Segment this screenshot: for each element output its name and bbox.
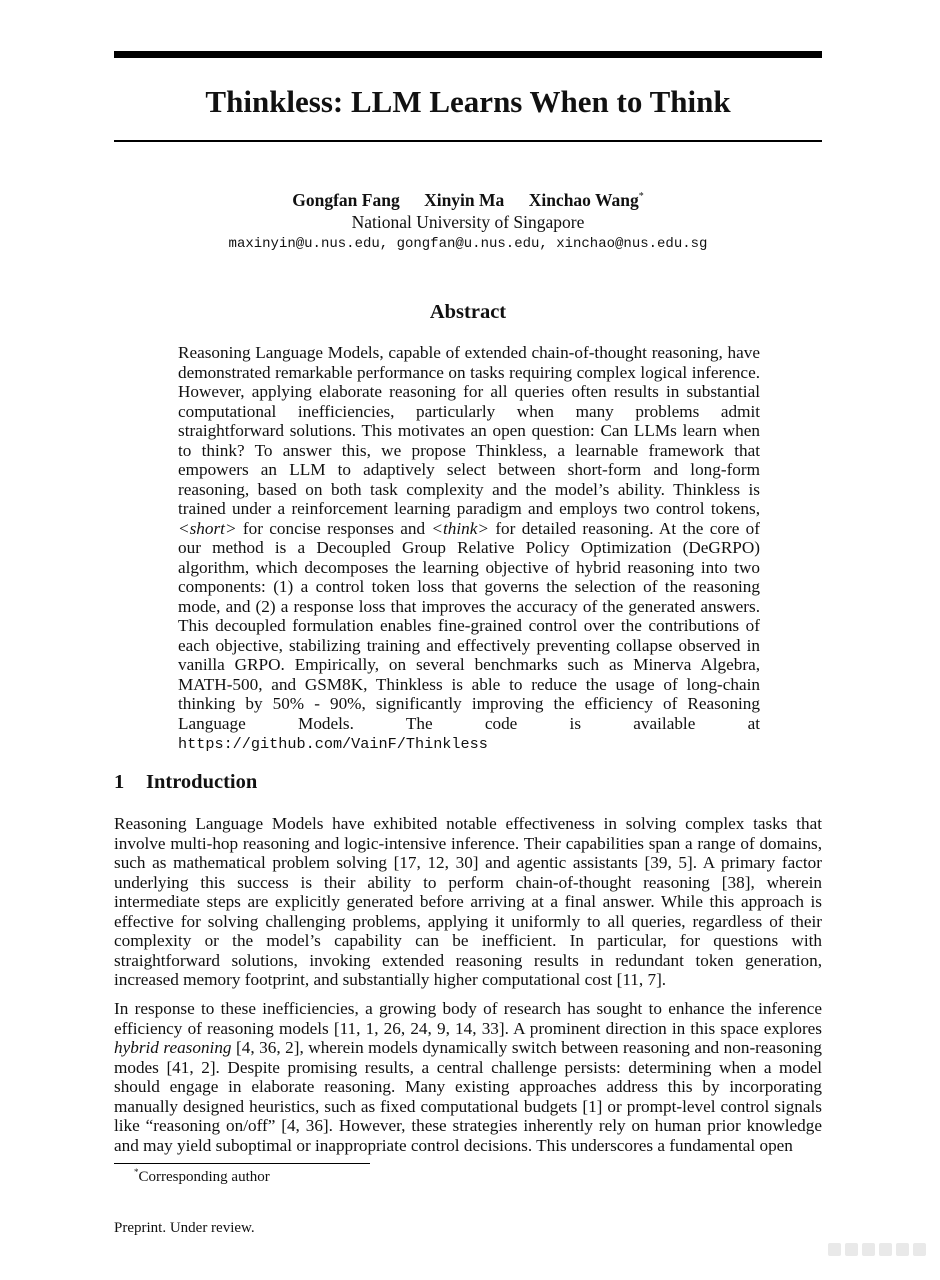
footnote: [134, 1167, 270, 1187]
author: Gongfan Fang: [292, 190, 400, 210]
author-block: [114, 189, 822, 254]
section-number: 1: [114, 771, 125, 793]
corresponding-author-mark: *: [638, 191, 644, 202]
paper-title: Thinkless: LLM Learns When to Think: [205, 84, 731, 119]
author: Xinyin Ma: [424, 190, 505, 210]
section-heading-introduction: [114, 768, 822, 796]
footnote-text: Corresponding author: [138, 1169, 270, 1185]
abstract-heading: Abstract: [429, 301, 507, 323]
section-title-text: Introduction: [146, 771, 258, 793]
author-emails: maxinyin@u.nus.edu, gongfan@u.nus.edu, xinchao@nus.edu.sg: [228, 236, 708, 252]
title-top-rule: [114, 51, 822, 58]
code-link[interactable]: https://github.com/VainF/Thinkless: [178, 735, 488, 753]
think-token: <think>: [431, 518, 489, 538]
abstract-text: Reasoning Language Models, capable of extended chain-of-thought reasoning, have demonstrated remarkable performance on tasks requiring complex logical inference. However, applying elaborate reasoning for all queries often results in substantial computational inefficiencies, particularly when many problems admit straightforward solutions. This motivates an open question: Can LLMs learn when to think? To answer this, we propose Thinkless, a learnable framework that empowers an LLM to adaptively select between short-form and long-form reasoning, based on both task complexity and the model’s ability. Thinkless is trained under a reinforcement learning paradigm and employs two control tokens, <short> for concise responses and <think> for detailed reasoning. At the core of our method is a Decoupled Group Relative Policy Optimization (DeGRPO) algorithm, which decomposes the learning objective of hybrid reasoning into two components: (1) a control token loss that governs the selection of the reasoning mode, and (2) a response loss that improves the accuracy of the generated answers. This decoupled formulation enables fine-grained control over the contributions of each objective, stabilizing training and effectively preventing collapse observed in vanilla GRPO. Empirically, on several benchmarks such as Minerva Algebra, MATH-500, and GSM8K, Thinkless is able to reduce the usage of long-chain thinking by 50% - 90%, significantly improving the efficiency of Reasoning Language Models. The code is available at https://github.com/VainF/Thinkless: [178, 343, 760, 753]
short-token: <short>: [178, 518, 237, 538]
footnote-rule: [114, 1163, 370, 1164]
watermark: [828, 1243, 926, 1256]
author: Xinchao Wang*: [528, 190, 644, 210]
title-bottom-rule: [114, 140, 822, 142]
intro-paragraph-2: In response to these inefficiencies, a growing body of research has sought to enhance the inference efficiency of reasoning models [11, 1, 26, 24, 9, 14, 33]. A prominent direction in this space explores hybrid reasoning [4, 36, 2], wherein models dynamically switch between reasoning and non-reasoning modes [41, 2]. Despite promising results, a central challenge persists: determining when a model should engage in elaborate reasoning. Many existing approaches address this by incorporating manually designed heuristics, such as fixed computational budgets [1] or prompt-level control signals like “reasoning on/off” [4, 36]. However, these strategies inherently rely on human prior knowledge and may yield suboptimal or inappropriate control decisions. This underscores a fundamental open: [114, 999, 822, 1155]
preprint-note: Preprint. Under review.: [114, 1220, 255, 1236]
intro-paragraph-1: Reasoning Language Models have exhibited notable effectiveness in solving complex tasks that involve multi-hop reasoning and logic-intensive inference. Their capabilities span a range of domains, such as mathematical problem solving [17, 12, 30] and agentic assistants [39, 5]. A primary factor underlying this success is their ability to perform chain-of-thought reasoning [38], wherein intermediate steps are explicitly generated before arriving at a final answer. While this approach is effective for solving challenging problems, applying it uniformly to all queries, regardless of their complexity or the model’s capability can be inefficient. In particular, for questions with straightforward solutions, invoking extended reasoning results in redundant token generation, increased memory footprint, and substantially higher computational cost [11, 7].: [114, 814, 822, 989]
author-affiliation: National University of Singapore: [351, 212, 585, 232]
author-names: [114, 189, 822, 211]
footnote-mark: *: [134, 1167, 139, 1177]
emphasis-hybrid-reasoning: hybrid reasoning: [114, 1038, 232, 1057]
